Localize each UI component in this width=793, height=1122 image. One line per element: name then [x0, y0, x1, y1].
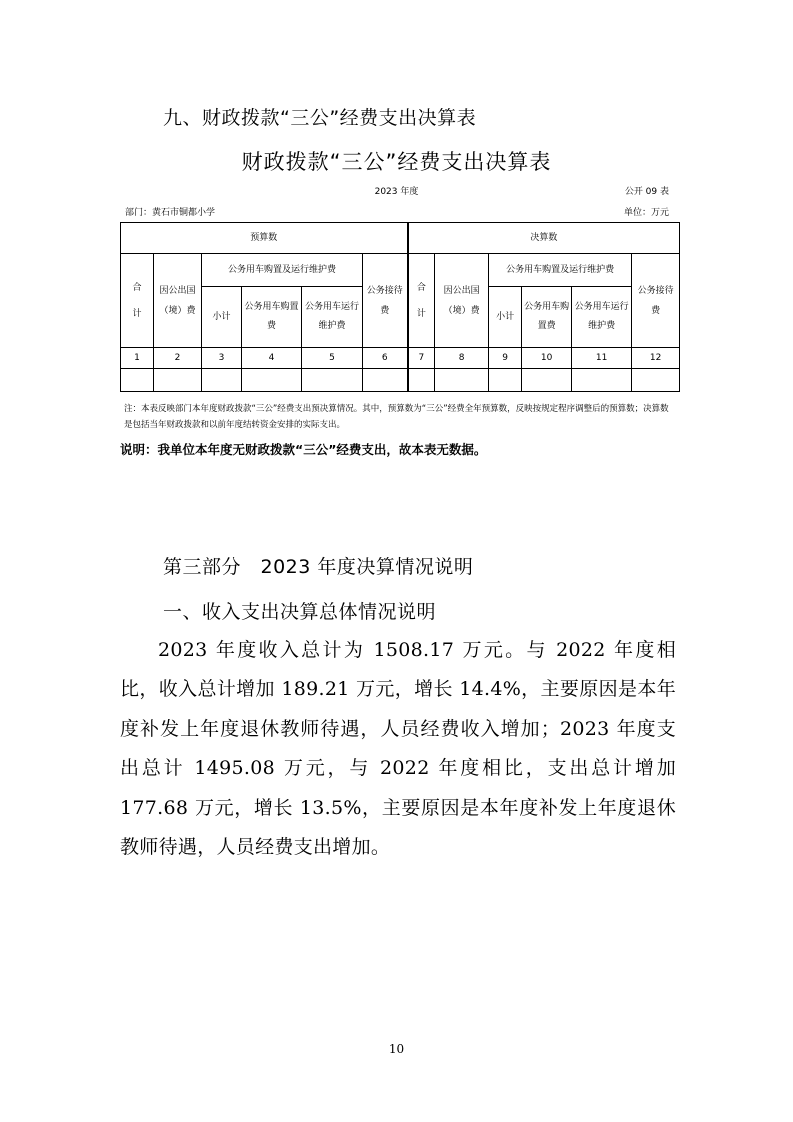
data-cell — [202, 369, 242, 392]
column-number-cell: 1 — [121, 348, 154, 369]
no-data-remark: 说明：我单位本年度无财政拨款“三公”经费支出，故本表无数据。 — [120, 442, 487, 457]
column-number-cell: 4 — [242, 348, 302, 369]
data-cell — [242, 369, 302, 392]
data-cell — [363, 369, 408, 392]
final-group-header: 决算数 — [408, 223, 680, 254]
unit-label: 单位：万元 — [623, 208, 669, 218]
column-number-cell: 11 — [572, 348, 632, 369]
final-vehicle-group-header: 公务用车购置及运行维护费 — [489, 254, 632, 287]
subsection-heading: 一、收入支出决算总体情况说明 — [163, 601, 437, 623]
column-number-cell: 10 — [522, 348, 572, 369]
department-label: 部门：黄石市铜都小学 — [125, 208, 216, 218]
data-cell — [154, 369, 202, 392]
budget-group-header: 预算数 — [121, 223, 408, 254]
budget-reception-header: 公务接待费 — [363, 254, 408, 348]
data-cell — [435, 369, 489, 392]
budget-abroad-header: 因公出国（境）费 — [154, 254, 202, 348]
budget-vehicle-purchase-header: 公务用车购置费 — [242, 287, 302, 348]
column-number-cell: 5 — [302, 348, 363, 369]
column-number-cell: 8 — [435, 348, 489, 369]
table-note: 注：本表反映部门本年度财政拨款“三公”经费支出预决算情况。其中，预算数为“三公”经费全年预算数，反映按规定程序调整后的预算数；决算数是包括当年财政拨款和以前年度结转资金安排的实际支出。 — [124, 404, 669, 430]
data-cell — [632, 369, 680, 392]
final-subtotal-header: 小计 — [489, 287, 522, 348]
column-number-cell: 6 — [363, 348, 408, 369]
data-cell — [302, 369, 363, 392]
page-number: 10 — [388, 1042, 405, 1056]
section-heading: 九、财政拨款“三公”经费支出决算表 — [163, 107, 477, 129]
final-total-header: 合计 — [408, 254, 435, 348]
budget-vehicle-group-header: 公务用车购置及运行维护费 — [202, 254, 363, 287]
final-abroad-header: 因公出国（境）费 — [435, 254, 489, 348]
year-label: 2023 年度 — [374, 187, 419, 197]
column-number-cell: 9 — [489, 348, 522, 369]
final-reception-header: 公务接待费 — [632, 254, 680, 348]
table-title: 财政拨款“三公”经费支出决算表 — [241, 150, 552, 174]
form-number: 公开 09 表 — [624, 187, 669, 197]
column-number-cell: 7 — [408, 348, 435, 369]
column-number-cell: 12 — [632, 348, 680, 369]
summary-paragraph: 2023 年度收入总计为 1508.17 万元。与 2022 年度相比，收入总计增加 189.21 万元，增长 14.4%，主要原因是本年度补发上年度退休教师待遇，人员经费收入增加；2023 年度支出总计 1495.08 万元，与 2022 年度相比，支出总计增加 177.68 万元，增长 13.5%，主要原因是本年度补发上年度退休教师待遇，人员经费支出增加。 — [120, 639, 676, 859]
data-cell — [489, 369, 522, 392]
budget-subtotal-header: 小计 — [202, 287, 242, 348]
data-row — [121, 369, 680, 392]
data-cell — [121, 369, 154, 392]
three-public-expenses-table — [120, 222, 680, 392]
part-three-heading: 第三部分 2023 年度决算情况说明 — [163, 556, 474, 578]
data-cell — [408, 369, 435, 392]
column-number-row — [121, 348, 680, 369]
column-number-cell: 2 — [154, 348, 202, 369]
budget-total-header: 合计 — [121, 254, 154, 348]
budget-vehicle-operation-header: 公务用车运行维护费 — [302, 287, 363, 348]
final-vehicle-purchase-header: 公务用车购置费 — [522, 287, 572, 348]
column-number-cell: 3 — [202, 348, 242, 369]
data-cell — [522, 369, 572, 392]
data-cell — [572, 369, 632, 392]
final-vehicle-operation-header: 公务用车运行维护费 — [572, 287, 632, 348]
